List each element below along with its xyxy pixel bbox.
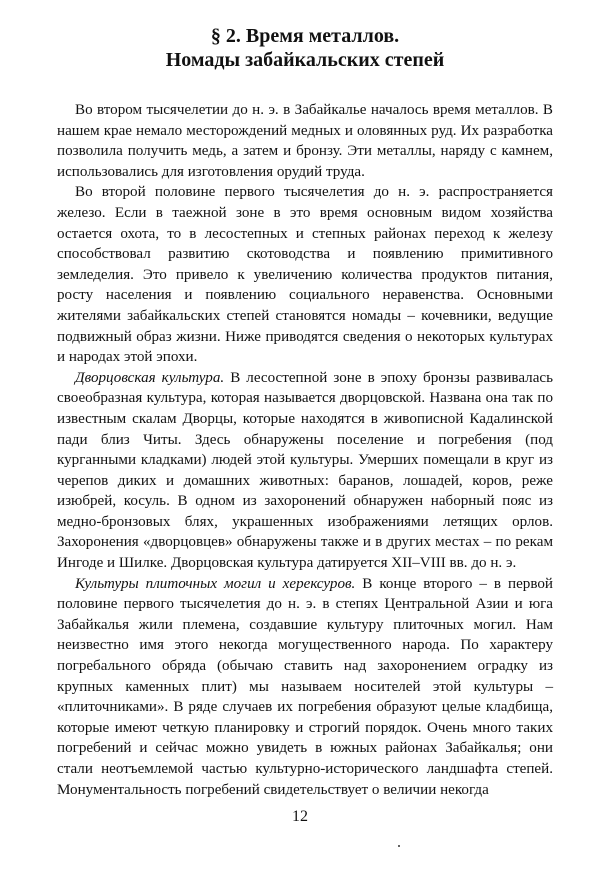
paragraph-text: Во втором тысячелетии до н. э. в Забайкалье началось время металлов. В нашем крае немало месторождений медных и оловянных руд. Их разработка позволила получить медь, а затем и бронзу. Эти металлы, наряду с камнем, использовались для изготовления орудий труда. xyxy=(57,102,553,180)
paragraph-metals-age xyxy=(57,100,553,182)
scan-speck xyxy=(398,845,400,847)
paragraph-lead: Культуры плиточных могил и херексуров. xyxy=(75,575,356,592)
page-number: 12 xyxy=(292,808,308,825)
paragraph-dvortsovskaya-culture xyxy=(57,368,553,574)
section-title-line-1: § 2. Время металлов. xyxy=(210,25,400,47)
paragraph-lead: Дворцовская культура. xyxy=(75,369,225,386)
paragraph-iron-age xyxy=(57,182,553,367)
paragraph-text: В конце второго – в первой половине первого тысячелетия до н. э. в степях Центральной Азии и юга Забайкалья жили племена, создавшие культуру плиточных могил. Нам неизвестно имя этого некогда могущественного народа. По характеру погребального обряда (обычаю ставить над захоронением оградку из крупных каменных плит) мы называем носителей этой культуры – «плиточниками». В ряде случаев их погребения образуют целые кладбища, которые имеют четкую планировку и строгий порядок. Очень много таких погребений и сейчас можно увидеть в южных районах Забайкалья; они стали неотъемлемой частью культурно-исторического ландшафта степей. Монументальность погребений свидетельствует о величии некогда xyxy=(57,575,553,798)
paragraph-slab-graves-culture xyxy=(57,574,553,801)
section-title xyxy=(57,24,553,72)
page-content xyxy=(57,24,553,800)
paragraph-text: Во второй половине первого тысячелетия до н. э. распространяется железо. Если в таежной зоне в это время основным видом хозяйства остается охота, то в лесостепных и степных районах переход к железу способствовал развитию скотоводства и появлению примитивного земледелия. Это привело к увеличению количества продуктов питания, росту населения и появлению социального неравенства. Основными жителями забайкальских степей становятся номады – кочевники, ведущие подвижный образ жизни. Ниже приводятся сведения о некоторых культурах и народах этой эпохи. xyxy=(57,184,553,366)
section-title-line-2: Номады забайкальских степей xyxy=(165,49,445,71)
paragraph-text: В лесостепной зоне в эпоху бронзы развивалась своеобразная культура, которая называется дворцовской. Названа она так по известным скалам Дворцы, которые находятся в живописной Кадалинской пади близ Читы. Здесь обнаружены поселение и погребения (под курганными кладками) людей этой культуры. Умерших помещали в круг из черепов диких и домашних животных: баранов, лошадей, коров, реже изюбрей, косуль. В одном из захоронений обнаружен наборный пояс из медно-бронзовых блях, украшенных изображениями летящих орлов. Захоронения «дворцовцев» обнаружены также и в других местах – по рекам Ингоде и Шилке. Дворцовская культура датируется XII–VIII вв. до н. э. xyxy=(57,369,554,572)
